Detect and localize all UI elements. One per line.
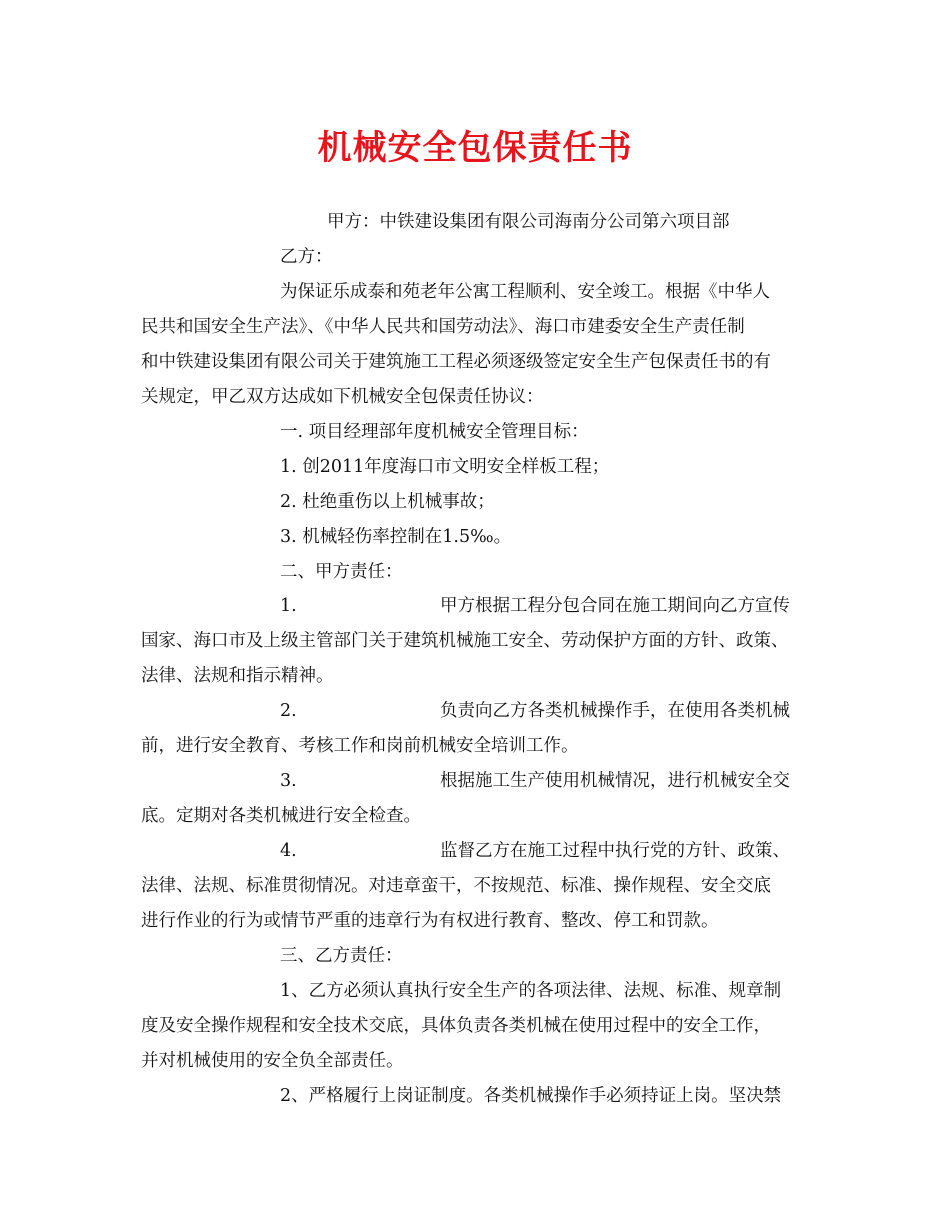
intro-line: 和中铁建设集团有限公司关于建筑施工工程必须逐级签定安全生产包保责任书的有: [141, 352, 771, 372]
section-heading: 一. 项目经理部年度机械安全管理目标：: [280, 422, 589, 442]
paragraph-line: 1、乙方必须认真执行安全生产的各项法律、法规、标准、规章制: [280, 981, 782, 1001]
intro-line: 关规定，甲乙双方达成如下机械安全包保责任协议：: [141, 387, 544, 407]
section-heading: 二、甲方责任：: [280, 562, 403, 582]
item-number: 3.: [280, 771, 297, 791]
section-heading: 三、乙方责任：: [280, 946, 403, 966]
paragraph-line: 法律、法规、标准贯彻情况。对违章蛮干，不按规范、标准、操作规程、安全交底: [141, 876, 771, 896]
paragraph-line: 底。定期对各类机械进行安全检查。: [141, 806, 421, 826]
paragraph-line: 甲方根据工程分包合同在施工期间向乙方宣传: [440, 596, 790, 616]
paragraph-line: 监督乙方在施工过程中执行党的方针、政策、: [440, 841, 790, 861]
list-item: 3. 机械轻伤率控制在1.5‰。: [280, 527, 512, 547]
paragraph-line: 根据施工生产使用机械情况，进行机械安全交: [440, 771, 790, 791]
paragraph-line: 并对机械使用的安全负全部责任。: [141, 1051, 404, 1071]
party-a: 甲方：中铁建设集团有限公司海南分公司第六项目部: [327, 212, 730, 232]
paragraph-line: 法律、法规和指示精神。: [141, 666, 334, 686]
item-number: 2.: [280, 701, 297, 721]
document-title: 机械安全包保责任书: [317, 128, 633, 168]
paragraph-line: 负责向乙方各类机械操作手，在使用各类机械: [440, 701, 790, 721]
paragraph-line: 前，进行安全教育、考核工作和岗前机械安全培训工作。: [141, 736, 579, 756]
list-item: 1. 创2011年度海口市文明安全样板工程；: [280, 457, 610, 477]
paragraph-line: 度及安全操作规程和安全技术交底，具体负责各类机械在使用过程中的安全工作，: [141, 1016, 771, 1036]
paragraph-line: 国家、海口市及上级主管部门关于建筑机械施工安全、劳动保护方面的方针、政策、: [141, 631, 789, 651]
party-b: 乙方：: [280, 247, 333, 267]
item-number: 4.: [280, 841, 297, 861]
item-number: 1.: [280, 596, 297, 616]
paragraph-line: 2、严格履行上岗证制度。各类机械操作手必须持证上岗。坚决禁: [280, 1086, 782, 1106]
list-item: 2. 杜绝重伤以上机械事故；: [280, 492, 495, 512]
intro-line: 民共和国安全生产法》、《中华人民共和国劳动法》、海口市建委安全生产责任制: [141, 317, 745, 337]
paragraph-line: 进行作业的行为或情节严重的违章行为有权进行教育、整改、停工和罚款。: [141, 911, 719, 931]
intro-line: 为保证乐成泰和苑老年公寓工程顺利、安全竣工。根据《中华人: [280, 282, 770, 302]
